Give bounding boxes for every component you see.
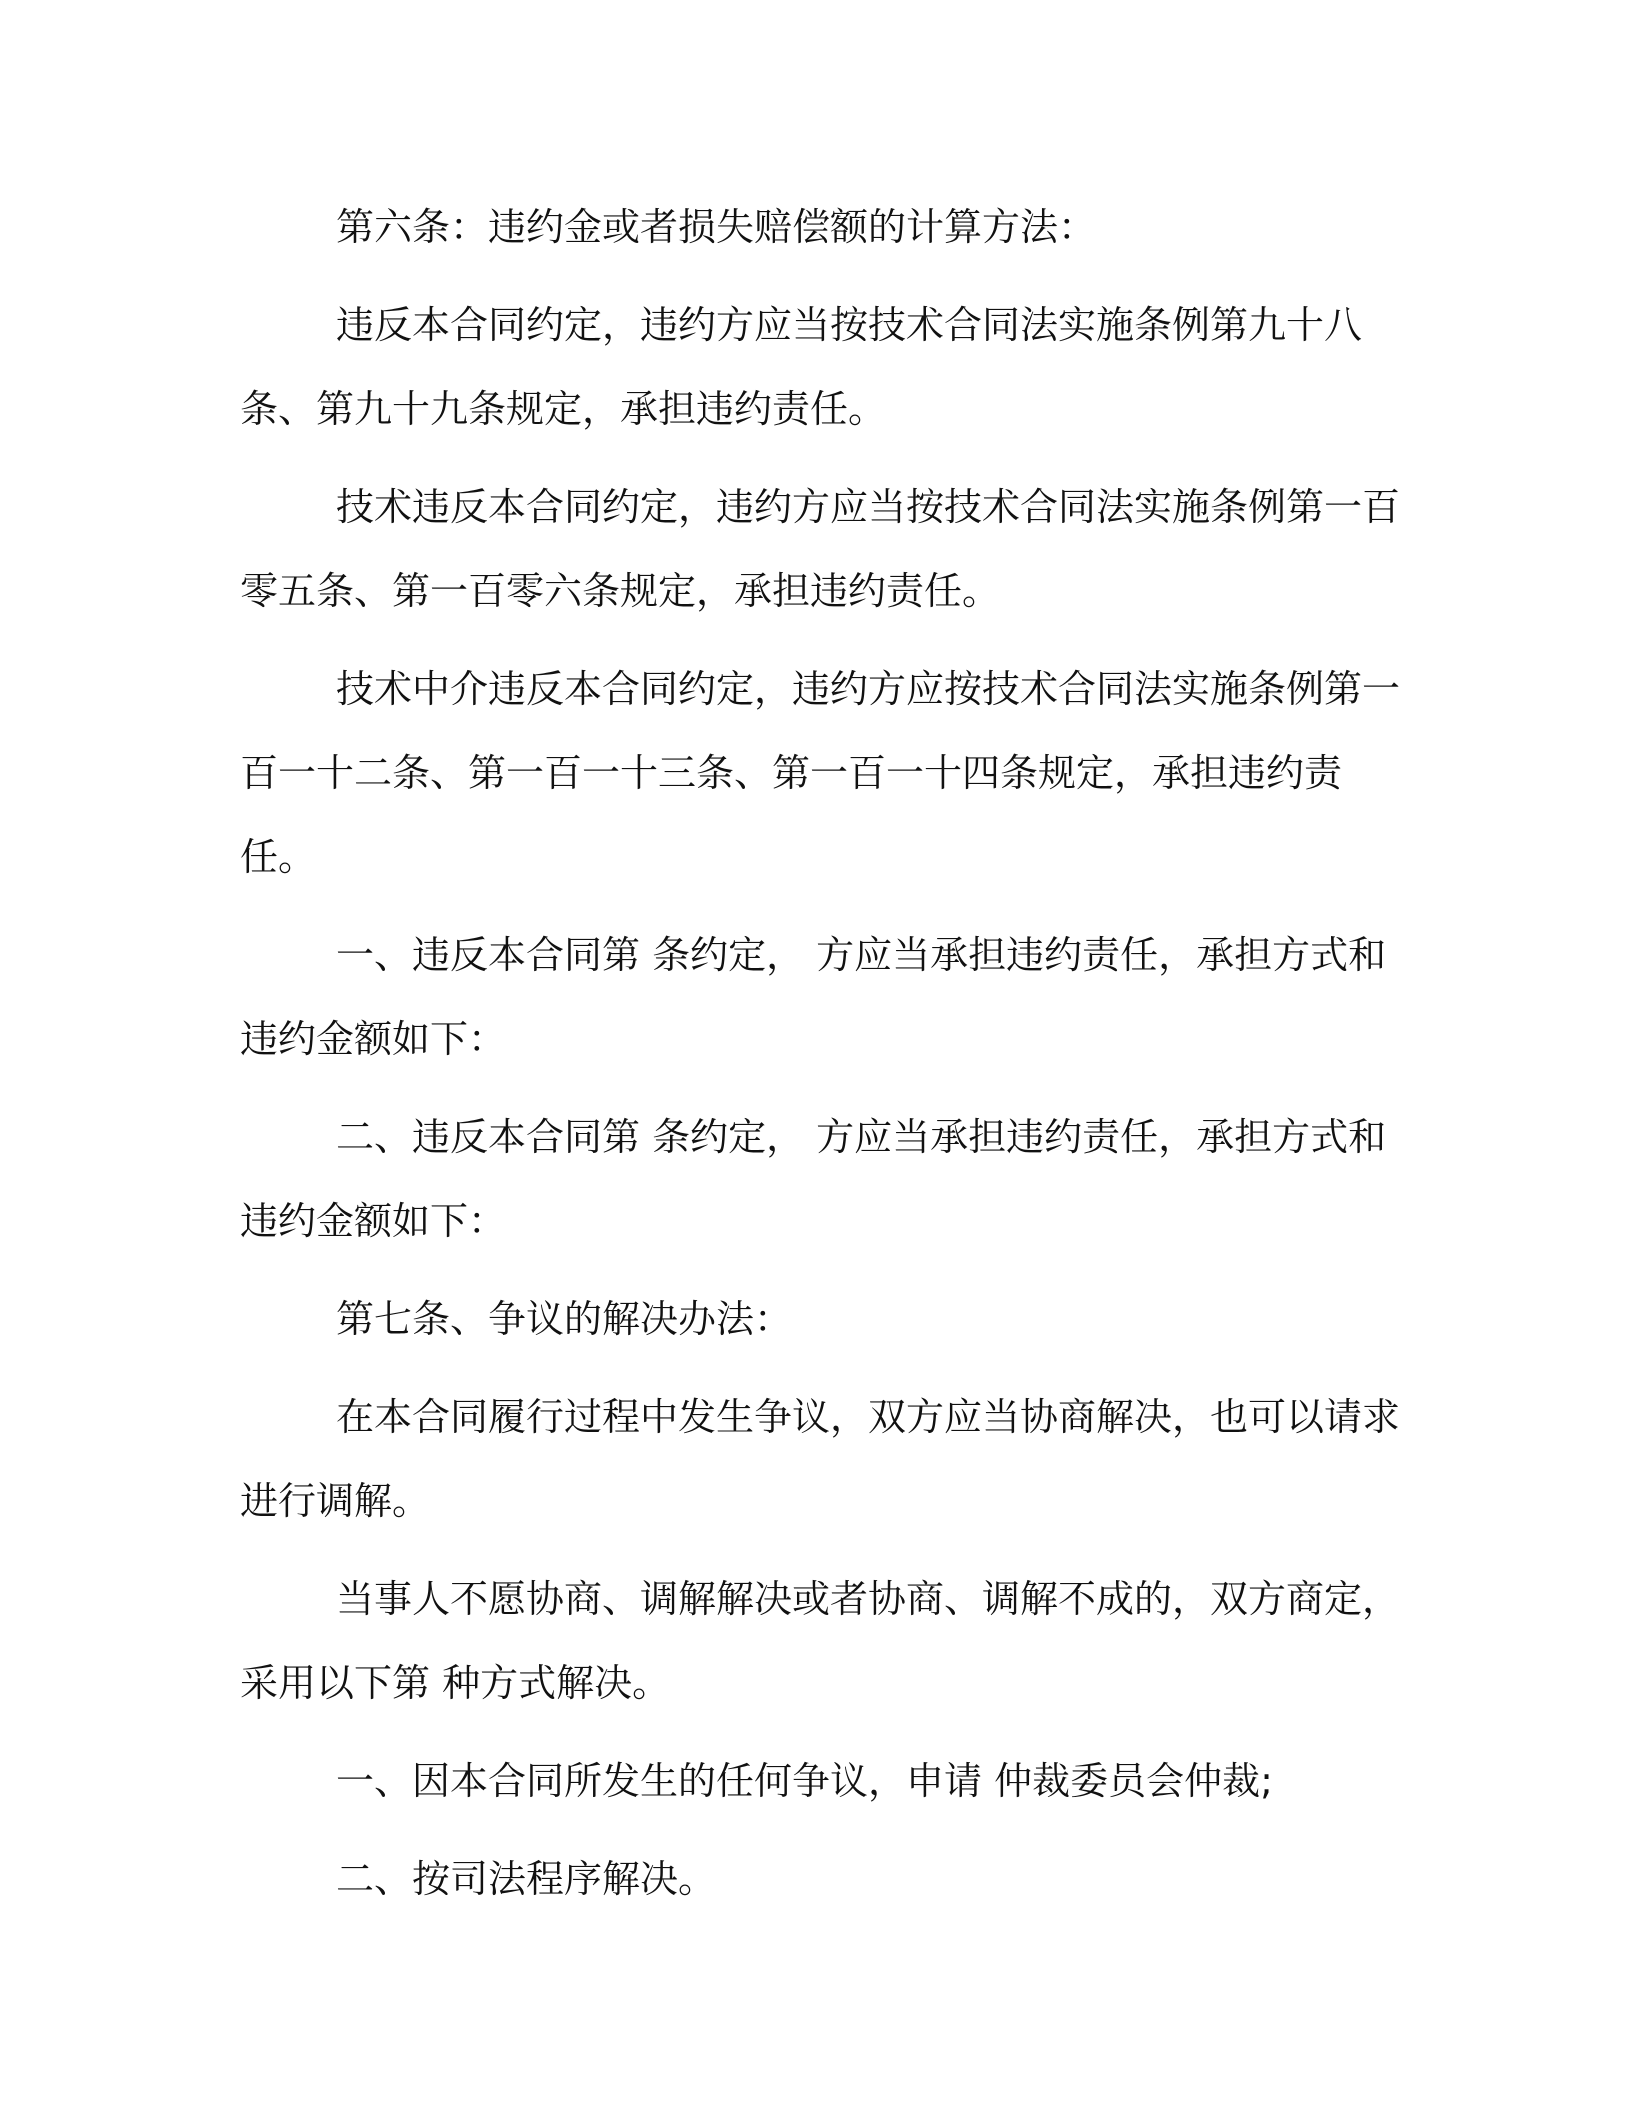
paragraph-violation-intermediary: 技术中介违反本合同约定，违约方应按技术合同法实施条例第一百一十二条、第一百一十三条、第一百一十四条规定，承担违约责任。 — [240, 667, 1401, 879]
paragraph-item-1-penalty: 一、违反本合同第 条约定， 方应当承担违约责任，承担方式和违约金额如下： — [240, 933, 1387, 1061]
paragraph-violation-technical: 技术违反本合同约定，违约方应当按技术合同法实施条例第一百零五条、第一百零六条规定，承担违约责任。 — [240, 485, 1401, 613]
paragraph-arbitration: 一、因本合同所发生的任何争议，申请 仲裁委员会仲裁; — [336, 1759, 1273, 1803]
paragraph-dispute-negotiation: 在本合同履行过程中发生争议，双方应当协商解决，也可以请求进行调解。 — [240, 1395, 1401, 1523]
article-6-heading: 第六条：违约金或者损失赔偿额的计算方法： — [336, 205, 1097, 249]
paragraph-judicial: 二、按司法程序解决。 — [336, 1857, 717, 1901]
paragraph-dispute-method: 当事人不愿协商、调解解决或者协商、调解不成的，双方商定，采用以下第 种方式解决。 — [240, 1577, 1401, 1705]
article-7-heading: 第七条、争议的解决办法： — [336, 1297, 793, 1341]
paragraph-violation-general: 违反本合同约定，违约方应当按技术合同法实施条例第九十八条、第九十九条规定，承担违约责任。 — [240, 303, 1363, 431]
document-body — [240, 185, 1400, 1935]
paragraph-item-2-penalty: 二、违反本合同第 条约定， 方应当承担违约责任，承担方式和违约金额如下： — [240, 1115, 1387, 1243]
